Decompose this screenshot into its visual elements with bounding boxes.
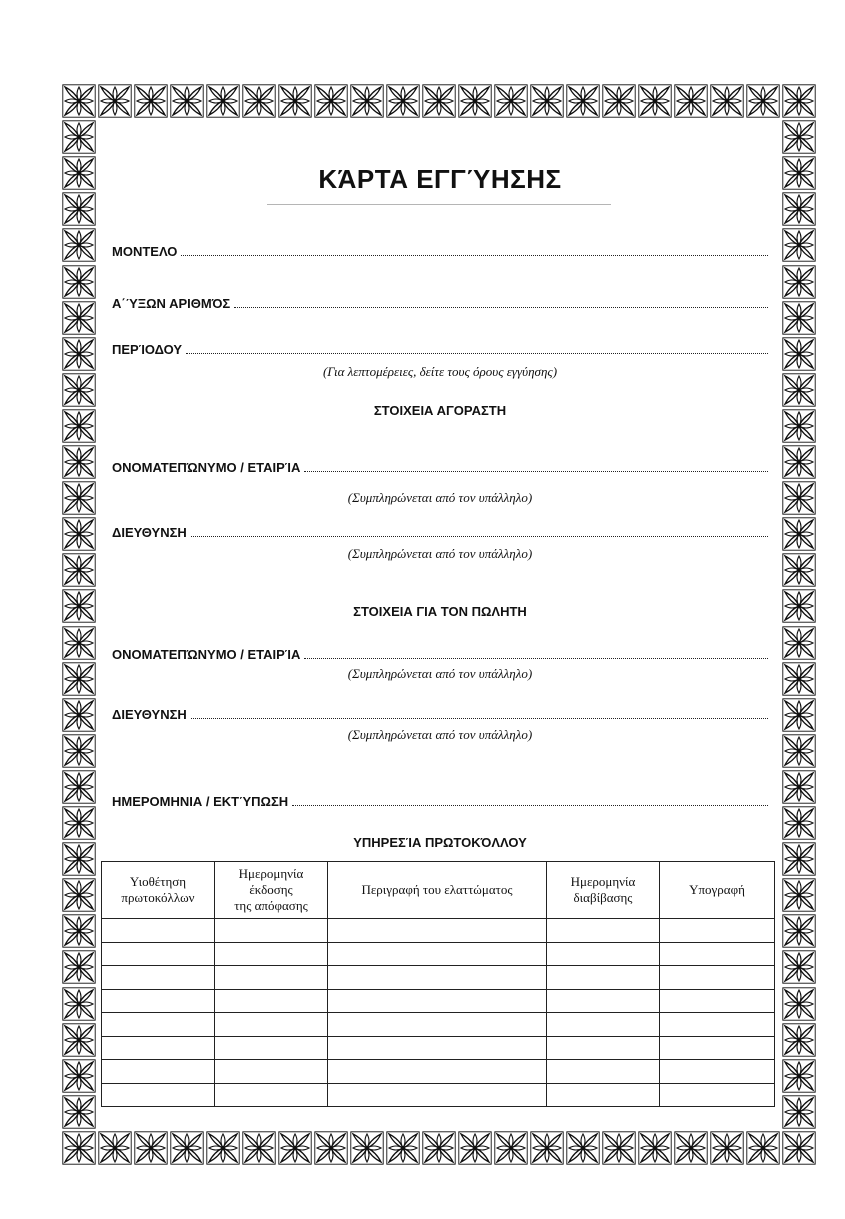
table-row	[102, 919, 775, 943]
ornament-tile	[62, 698, 96, 732]
table-cell[interactable]	[215, 989, 328, 1013]
ornament-tile	[782, 626, 816, 660]
serial-line[interactable]	[234, 307, 768, 308]
ornament-tile	[62, 878, 96, 912]
ornament-tile	[62, 842, 96, 876]
ornament-tile	[782, 120, 816, 154]
ornament-tile	[782, 950, 816, 984]
table-cell[interactable]	[328, 966, 547, 990]
table-cell[interactable]	[102, 1013, 215, 1037]
ornament-tile	[782, 878, 816, 912]
table-cell[interactable]	[328, 1060, 547, 1084]
ornament-tile	[62, 301, 96, 335]
table-cell[interactable]	[547, 919, 660, 943]
ornament-tile	[62, 337, 96, 371]
model-label: ΜΟΝΤΕΛΟ	[112, 244, 178, 259]
col-adoption: Υιοθέτηση πρωτοκόλλων	[102, 862, 215, 919]
col-defect-description: Περιγραφή του ελαττώματος	[328, 862, 547, 919]
buyer-name-field[interactable]	[112, 460, 768, 475]
table-cell[interactable]	[215, 919, 328, 943]
seller-heading: ΣΤΟΙΧΕΙΑ ΓΙΑ ΤΟΝ ΠΩΛΗΤΗ	[353, 604, 527, 619]
seller-address-label: ΔΙΕΥΘΥΝΣΗ	[112, 707, 187, 722]
ornament-tile	[62, 445, 96, 479]
ornament-tile	[782, 192, 816, 226]
ornament-tile	[782, 409, 816, 443]
table-cell[interactable]	[547, 1060, 660, 1084]
buyer-name-line[interactable]	[304, 471, 768, 472]
protocol-table	[101, 861, 775, 1107]
table-cell[interactable]	[547, 942, 660, 966]
ornament-tile	[62, 265, 96, 299]
table-cell[interactable]	[102, 1060, 215, 1084]
ornament-tile	[62, 553, 96, 587]
table-cell[interactable]	[215, 1083, 328, 1107]
ornament-tile	[782, 84, 816, 118]
ornament-tile	[62, 950, 96, 984]
protocol-heading: ΥΠΗΡΕΣΊΑ ΠΡΩΤΟΚΌΛΛΟΥ	[353, 835, 527, 850]
table-cell[interactable]	[215, 1013, 328, 1037]
ornament-tile	[782, 1023, 816, 1057]
period-note: (Για λεπτομέρειες, δείτε τους όρους εγγύησης)	[322, 364, 558, 379]
ornament-tile	[62, 770, 96, 804]
period-label: ΠΕΡΊΟΔΟΥ	[112, 342, 183, 357]
buyer-address-field[interactable]	[112, 525, 768, 540]
seller-name-line[interactable]	[304, 658, 768, 659]
table-cell[interactable]	[660, 1036, 775, 1060]
period-field[interactable]	[112, 342, 768, 357]
ornament-tile	[782, 553, 816, 587]
ornament-tile	[62, 589, 96, 623]
table-cell[interactable]	[102, 919, 215, 943]
date-field[interactable]	[112, 794, 768, 809]
table-cell[interactable]	[660, 966, 775, 990]
table-cell[interactable]	[102, 966, 215, 990]
model-field[interactable]	[112, 244, 768, 259]
page-title: ΚΆΡΤΑ ΕΓΓΎΗΣΗΣ	[318, 164, 562, 194]
table-row	[102, 1060, 775, 1084]
ornament-tile	[62, 156, 96, 190]
table-cell[interactable]	[215, 942, 328, 966]
ornament-tile	[782, 228, 816, 262]
seller-address-line[interactable]	[191, 718, 768, 719]
date-label: ΗΜΕΡΟΜΗΝΙΑ / ΕΚΤΎΠΩΣΗ	[112, 794, 289, 809]
buyer-address-line[interactable]	[191, 536, 768, 537]
model-line[interactable]	[181, 255, 768, 256]
col-signature: Υπογραφή	[660, 862, 775, 919]
table-row	[102, 1083, 775, 1107]
ornament-tile	[62, 987, 96, 1021]
ornament-tile	[62, 626, 96, 660]
table-cell[interactable]	[328, 1036, 547, 1060]
ornament-tile	[782, 1131, 816, 1165]
table-cell[interactable]	[660, 1083, 775, 1107]
buyer-heading: ΣΤΟΙΧΕΙΑ ΑΓΟΡΑΣΤΗ	[373, 403, 507, 418]
col-decision-date: Ημερομηνία έκδοσης της απόφασης	[215, 862, 328, 919]
ornament-tile	[62, 734, 96, 768]
ornament-tile	[782, 337, 816, 371]
table-row	[102, 1036, 775, 1060]
ornament-tile	[62, 1059, 96, 1093]
ornament-tile	[782, 842, 816, 876]
table-cell[interactable]	[547, 1036, 660, 1060]
ornament-tile	[62, 84, 96, 118]
table-row	[102, 989, 775, 1013]
ornament-tile	[62, 120, 96, 154]
ornament-tile	[782, 1059, 816, 1093]
ornament-tile	[782, 662, 816, 696]
ornament-tile	[782, 914, 816, 948]
seller-name-label: ΟΝΟΜΑΤΕΠΏΝΥΜΟ / ΕΤΑΙΡΊΑ	[112, 647, 301, 662]
ornament-tile	[62, 228, 96, 262]
period-line[interactable]	[186, 353, 768, 354]
table-cell[interactable]	[215, 1036, 328, 1060]
ornament-tile	[782, 734, 816, 768]
seller-name-field[interactable]	[112, 647, 768, 662]
table-row	[102, 1013, 775, 1037]
table-cell[interactable]	[660, 919, 775, 943]
ornament-tile	[782, 156, 816, 190]
table-cell[interactable]	[328, 1083, 547, 1107]
ornament-tile	[62, 1095, 96, 1129]
table-cell[interactable]	[547, 966, 660, 990]
ornament-tile	[62, 192, 96, 226]
ornament-tile	[62, 1131, 96, 1165]
table-cell[interactable]	[102, 1036, 215, 1060]
ornament-tile	[782, 698, 816, 732]
table-cell[interactable]	[660, 1013, 775, 1037]
buyer-address-note: (Συμπληρώνεται από τον υπάλληλο)	[347, 546, 533, 561]
table-row	[102, 942, 775, 966]
table-cell[interactable]	[102, 989, 215, 1013]
table-cell[interactable]	[547, 1013, 660, 1037]
table-cell[interactable]	[547, 989, 660, 1013]
ornament-tile	[782, 445, 816, 479]
table-cell[interactable]	[547, 1083, 660, 1107]
ornament-tile	[62, 662, 96, 696]
seller-name-note: (Συμπληρώνεται από τον υπάλληλο)	[347, 666, 533, 681]
ornament-tile	[782, 373, 816, 407]
table-cell[interactable]	[328, 919, 547, 943]
buyer-name-note: (Συμπληρώνεται από τον υπάλληλο)	[347, 490, 533, 505]
seller-address-field[interactable]	[112, 707, 768, 722]
table-cell[interactable]	[215, 966, 328, 990]
ornament-tile	[62, 517, 96, 551]
ornament-tile	[62, 409, 96, 443]
table-cell[interactable]	[328, 1013, 547, 1037]
title-divider	[267, 204, 611, 205]
ornament-tile	[62, 373, 96, 407]
ornament-tile	[62, 914, 96, 948]
ornament-tile	[62, 806, 96, 840]
buyer-address-label: ΔΙΕΥΘΥΝΣΗ	[112, 525, 187, 540]
table-cell[interactable]	[328, 942, 547, 966]
ornament-tile	[782, 770, 816, 804]
ornament-tile	[782, 301, 816, 335]
table-cell[interactable]	[215, 1060, 328, 1084]
seller-address-note: (Συμπληρώνεται από τον υπάλληλο)	[347, 727, 533, 742]
table-cell[interactable]	[660, 942, 775, 966]
ornament-tile	[782, 589, 816, 623]
ornament-tile	[782, 265, 816, 299]
buyer-name-label: ΟΝΟΜΑΤΕΠΏΝΥΜΟ / ΕΤΑΙΡΊΑ	[112, 460, 301, 475]
date-line[interactable]	[292, 805, 768, 806]
ornament-tile	[782, 806, 816, 840]
serial-label: Α΄ΎΞΩΝ ΑΡΙΘΜΌΣ	[112, 296, 231, 311]
table-cell[interactable]	[660, 989, 775, 1013]
table-cell[interactable]	[328, 989, 547, 1013]
table-cell[interactable]	[102, 1083, 215, 1107]
table-cell[interactable]	[102, 942, 215, 966]
ornament-tile	[782, 987, 816, 1021]
ornament-tile	[62, 481, 96, 515]
protocol-header-row	[102, 862, 775, 919]
table-cell[interactable]	[660, 1060, 775, 1084]
ornament-tile	[782, 1095, 816, 1129]
table-row	[102, 966, 775, 990]
ornament-tile	[782, 517, 816, 551]
ornament-tile	[782, 481, 816, 515]
serial-field[interactable]	[112, 296, 768, 311]
col-transmission-date: Ημερομηνία διαβίβασης	[547, 862, 660, 919]
ornament-tile	[62, 1023, 96, 1057]
